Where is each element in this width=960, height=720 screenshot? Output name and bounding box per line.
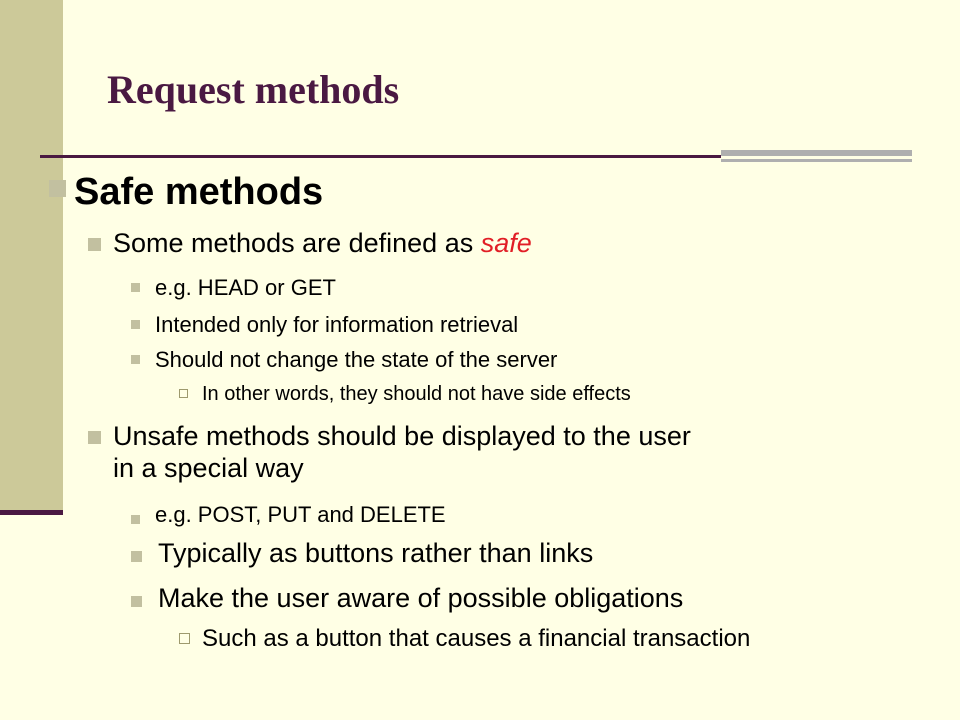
section-heading: Safe methods (74, 171, 324, 213)
bullet-square-icon (88, 238, 101, 251)
safe-point-retrieval: Intended only for information retrieval (155, 312, 519, 337)
unsafe-point-buttons: Typically as buttons rather than links (158, 538, 594, 568)
bullet-square-icon (49, 180, 66, 197)
bullet-square-icon (131, 596, 142, 607)
title-divider-accent (721, 150, 912, 156)
bullet-square-icon (131, 515, 140, 524)
title-divider (40, 155, 721, 158)
unsafe-point-obligations-sub: Such as a button that causes a financial transaction (202, 625, 751, 652)
unsafe-examples: e.g. POST, PUT and DELETE (155, 502, 446, 527)
safe-intro (113, 228, 532, 259)
left-accent-underline (0, 510, 63, 515)
unsafe-line-1: Unsafe methods should be displayed to the user (113, 421, 691, 451)
bullet-hollow-square-icon (179, 633, 190, 644)
bullet-square-icon (131, 551, 142, 562)
slide-title: Request methods (107, 67, 400, 112)
safe-highlight: safe (480, 228, 532, 258)
title-divider-accent-thin (721, 159, 912, 162)
safe-examples: e.g. HEAD or GET (155, 275, 336, 300)
safe-intro-text: Some methods are defined as (113, 228, 481, 258)
safe-point-state: Should not change the state of the server (155, 347, 558, 372)
unsafe-point-obligations: Make the user aware of possible obligations (158, 583, 684, 613)
bullet-hollow-square-icon (179, 389, 188, 398)
bullet-square-icon (131, 283, 140, 292)
bullet-square-icon (131, 355, 140, 364)
safe-point-state-sub: In other words, they should not have side effects (202, 383, 631, 405)
bullet-square-icon (131, 320, 140, 329)
left-accent-bar (0, 0, 63, 510)
bullet-square-icon (88, 431, 101, 444)
unsafe-line-2: in a special way (113, 453, 304, 483)
